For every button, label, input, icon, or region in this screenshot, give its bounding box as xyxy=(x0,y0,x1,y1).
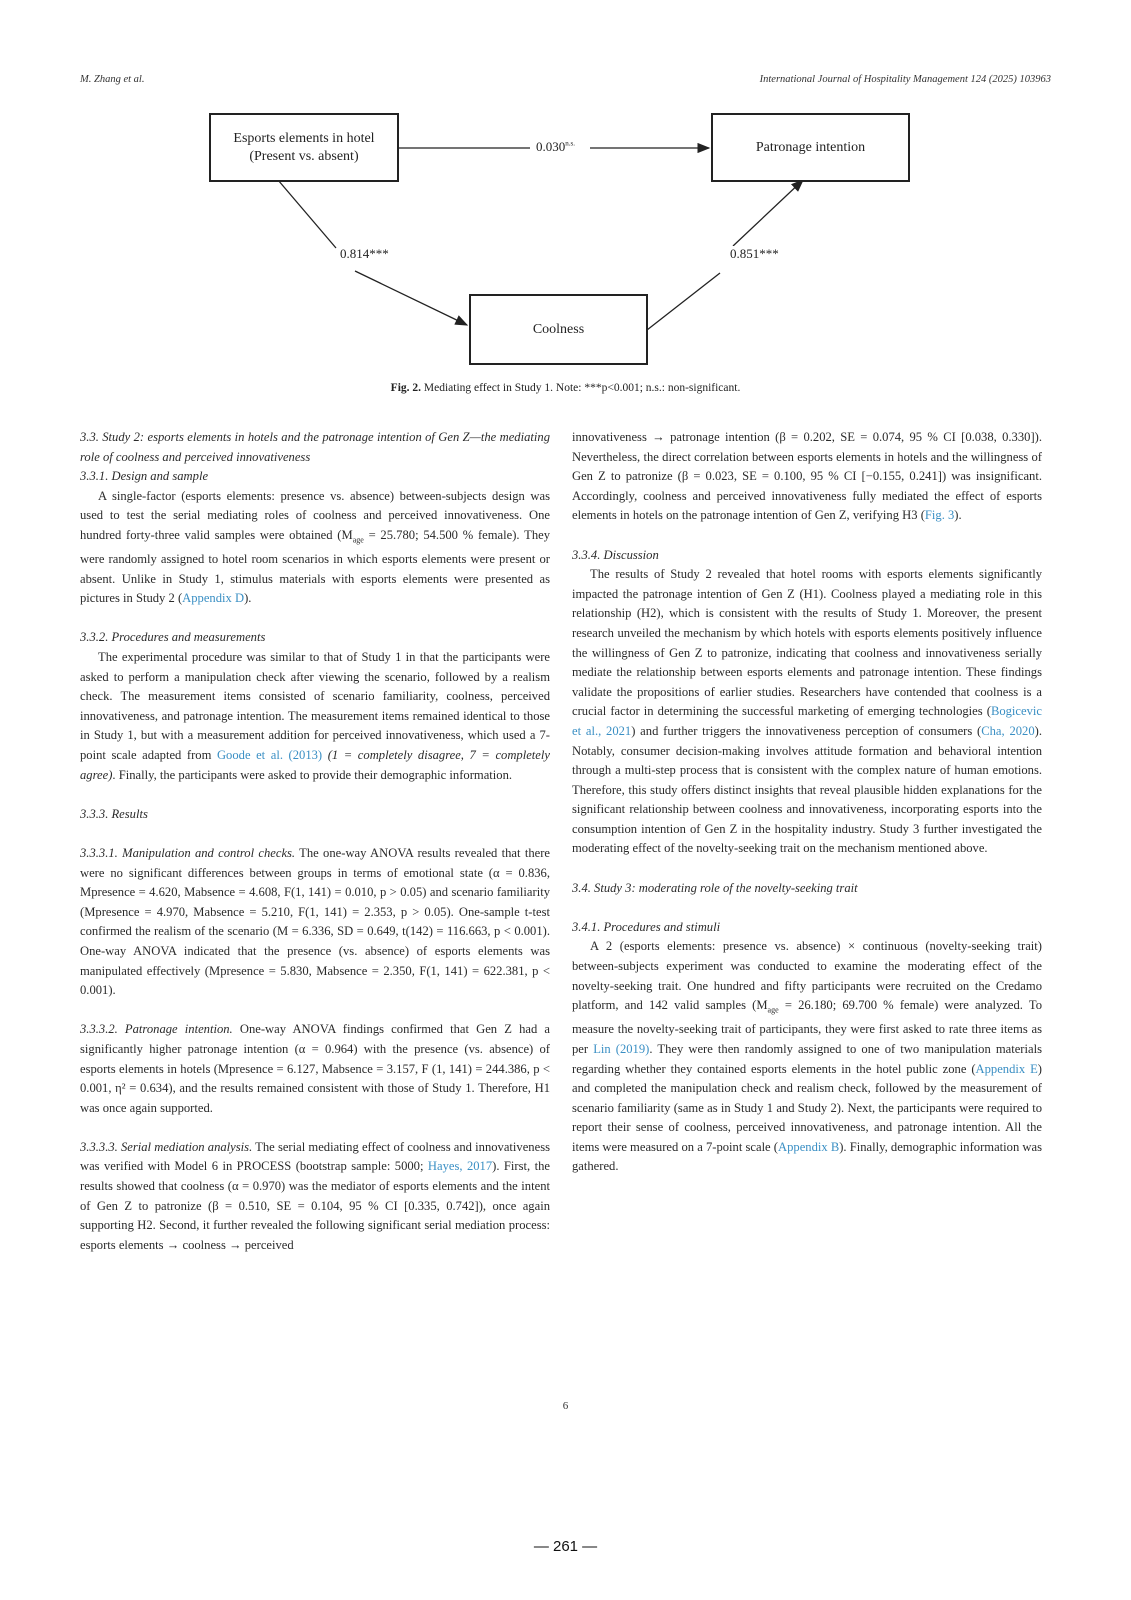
text: ). Finally, demographic information was gathered. xyxy=(572,1139,1042,1174)
node-label: Esports elements in hotel xyxy=(233,130,375,146)
right-column xyxy=(572,428,1042,1177)
appendix-b-link[interactable]: Appendix B xyxy=(778,1139,840,1154)
caption-label: Fig. 2. xyxy=(390,382,422,394)
lin-2019-link[interactable]: Lin (2019) xyxy=(593,1041,650,1056)
coef-value: 0.030 xyxy=(536,139,566,154)
text: ). Notably, consumer decision-making involves attitude formation and behavioral intention through a multi-step process that is consistent with the complex nature of human emotions. Therefore, this study offers distinct insights that reveal plausible hidden explanations for the significant relationship between coolness and innovativeness, incorporating esports into the consumption intention of Gen Z in the hospitality industry. Study 3 further investigated the moderating effect of the novelty-seeking trait on the mechanism mentioned above. xyxy=(572,723,1042,856)
section-3-3-1-heading: 3.3.1. Design and sample xyxy=(80,469,209,484)
book-page-number: — 261 — xyxy=(533,1538,598,1555)
subscript: age xyxy=(352,535,364,545)
subscript: age xyxy=(767,1005,779,1015)
text: . Finally, the participants were asked to provide their demographic information. xyxy=(112,767,513,782)
coef-sig: n.s. xyxy=(565,139,575,148)
scale-anchors: (1 = completely disagree, 7 = completely agree) xyxy=(80,748,550,782)
caption-text: Mediating effect in Study 1. Note: ***p<0.001; n.s.: non-significant. xyxy=(423,382,741,394)
page-number: 6 xyxy=(562,1400,569,1412)
section-3-4-1-heading: 3.4.1. Procedures and stimuli xyxy=(572,919,721,934)
text: The one-way ANOVA results revealed that there were no significant differences between groups in terms of emotional state (α = 0.836, Mpresence = 4.620, Mabsence = 4.608, F(1, 141) = 0.010, p > 0.05) and scenario familiarity (Mpresence = 4.970, Mabsence = 5.210, F(1, 141) = 2.353, p > 0.05). One-sample t-test confirmed the realism of the scenario (M = 6.336, SD = 0.649, t(142) = 116.663, p < 0.001). One-way ANOVA indicated that the presence (vs. absence) of esports elements was manipulated effectively (Mpresence = 5.830, Mabsence = 2.350, F(1, 141) = 622.381, p < 0.001). xyxy=(80,845,550,998)
section-3-3-4-heading: 3.3.4. Discussion xyxy=(572,547,659,562)
appendix-e-link[interactable]: Appendix E xyxy=(975,1061,1038,1076)
direct-path-coefficient xyxy=(533,139,578,155)
text: A single-factor (esports elements: presence vs. absence) between-subjects design was used to test the serial mediating roles of coolness and perceived innovativeness. One hundred forty-three valid samples were obtained (M xyxy=(80,488,550,542)
text: ). First, the results showed that coolness (α = 0.970) was the mediator of esports elements and the intent of Gen Z to patronize (β = 0.510, SE = 0.104, 95 % CI [0.335, 0.742]), once again supporting H2. Second, it further revealed the following significant serial mediation process: esports elements → coolness → perceived xyxy=(80,1159,550,1252)
text: ). xyxy=(954,508,962,523)
section-3-3-2-body xyxy=(80,648,550,785)
node-esports-elements xyxy=(209,113,399,182)
b-path-coefficient: 0.851*** xyxy=(727,246,782,262)
node-label: (Present vs. absent) xyxy=(249,148,359,164)
text: A 2 (esports elements: presence vs. absence) × continuous (novelty-seeking trait) between-subjects experiment was conducted to examine the moderating effect of the novelty-seeking trait. One hundred and fifty participants were recruited on the Credamo platform, and 142 valid samples (M xyxy=(572,939,1042,1013)
section-3-3-3-2-body xyxy=(80,1020,550,1118)
run-in-heading: 3.3.3.2. Patronage intention. xyxy=(80,1022,233,1037)
section-3-3-4-body xyxy=(572,565,1042,859)
text: One-way ANOVA findings confirmed that Gen Z had a significantly higher patronage intention (α = 0.964) with the presence (vs. absence) of esports elements in hotels (Mpresence = 6.127, Mabsence = 3.157, F (1, 141) = 244.386, p < 0.001, η² = 0.634), and the results remained consistent with those of Study 1. Therefore, H1 was once again supported. xyxy=(80,1022,550,1115)
text: innovativeness → patronage intention (β = 0.202, SE = 0.074, 95 % CI [0.038, 0.330]). Nevertheless, the direct correlation between esports elements in hotels and the willingness of Gen Z to patronize (β = 0.023, SE = 0.100, 95 % CI [−0.155, 0.241]) was insignificant. Accordingly, coolness and perceived innovativeness fully mediated the effect of esports elements in hotels on the patronage intention of Gen Z, verifying H3 ( xyxy=(572,430,1042,523)
left-column xyxy=(80,428,550,1255)
cha-2020-link[interactable]: Cha, 2020 xyxy=(981,723,1035,738)
text: = 25.780; 54.500 % female). They were randomly assigned to hotel room scenarios in which esports elements were present or absent. Unlike in Study 1, stimulus materials with esports elements were presented as pictures in Study 2 ( xyxy=(80,527,550,606)
text: ). xyxy=(244,591,252,606)
section-3-3-heading: 3.3. Study 2: esports elements in hotels and the patronage intention of Gen Z—the mediating role of coolness and perceived innovativeness xyxy=(80,430,550,464)
text: ) and completed the manipulation check and realism check, followed by the measurement of scenario familiarity (same as in Study 1 and Study 2). Next, the participants were required to report their sense of coolness, perceived innovativeness, and patronage intention. All the items were measured on a 7-point scale ( xyxy=(572,1061,1042,1154)
section-3-3-3-heading: 3.3.3. Results xyxy=(80,806,148,821)
fig-3-link[interactable]: Fig. 3 xyxy=(924,508,955,523)
node-coolness: Coolness xyxy=(469,294,648,365)
running-head-authors: M. Zhang et al. xyxy=(80,74,145,85)
mediation-diagram xyxy=(205,108,937,373)
section-3-3-1-body xyxy=(80,487,550,609)
text: The results of Study 2 revealed that hotel rooms with esports elements significantly impacted the patronage intention of Gen Z (H1). Coolness played a mediating role in this relationship (H2), which is consistent with the results of Study 1. Moreover, the present research unveiled the mechanism by which hotels with esports elements positively influence the willingness of Gen Z to patronize, indicating that coolness and innovativeness serially mediate the relationship between esports elements and patronage intention. These findings validate the propositions of earlier studies. Researchers have contended that coolness is a crucial factor in determining the successful marketing of emerging technologies ( xyxy=(572,567,1042,719)
section-3-4-heading: 3.4. Study 3: moderating role of the novelty-seeking trait xyxy=(572,880,858,895)
section-3-3-3-3-body xyxy=(80,1138,550,1256)
running-head-journal: International Journal of Hospitality Management 124 (2025) 103963 xyxy=(759,74,1051,85)
bogicevic-2021-link[interactable]: Bogicevic et al., 2021 xyxy=(572,704,1042,738)
appendix-d-link[interactable]: Appendix D xyxy=(182,591,245,606)
run-in-heading: 3.3.3.3. Serial mediation analysis. xyxy=(80,1139,253,1154)
figure-caption xyxy=(0,382,1131,394)
text: ) and further triggers the innovativeness perception of consumers ( xyxy=(631,723,982,738)
goode-2013-link[interactable]: Goode et al. (2013) xyxy=(216,748,323,763)
section-3-3-3-3-continued xyxy=(572,428,1042,526)
text: . They were then randomly assigned to one of two manipulation materials regarding whether they contained esports elements in the hotel public zone ( xyxy=(572,1041,1042,1076)
a-path-coefficient: 0.814*** xyxy=(337,246,392,262)
text: = 26.180; 69.700 % female) were analyzed. To measure the novelty-seeking trait of participants, they were first asked to rate three items as per xyxy=(572,998,1042,1056)
section-3-4-1-body xyxy=(572,937,1042,1177)
section-3-3-3-1-body xyxy=(80,844,550,1001)
node-patronage-intention: Patronage intention xyxy=(711,113,910,182)
text: The experimental procedure was similar to that of Study 1 in that the participants were asked to perform a manipulation check after viewing the scenario, followed by a realism check. The measurement items consisted of scenario familiarity, coolness, perceived innovativeness, and patronage intention. The measurement items remained identical to those in Study 1, but with a measurement addition for perceived innovativeness, which used a 7-point scale adapted from xyxy=(80,650,550,763)
run-in-heading: 3.3.3.1. Manipulation and control checks. xyxy=(80,845,296,860)
text: The serial mediating effect of coolness and innovativeness was verified with Model 6 in PROCESS (bootstrap sample: 5000; xyxy=(80,1139,550,1174)
hayes-2017-link[interactable]: Hayes, 2017 xyxy=(427,1159,493,1174)
section-3-3-2-heading: 3.3.2. Procedures and measurements xyxy=(80,630,266,645)
